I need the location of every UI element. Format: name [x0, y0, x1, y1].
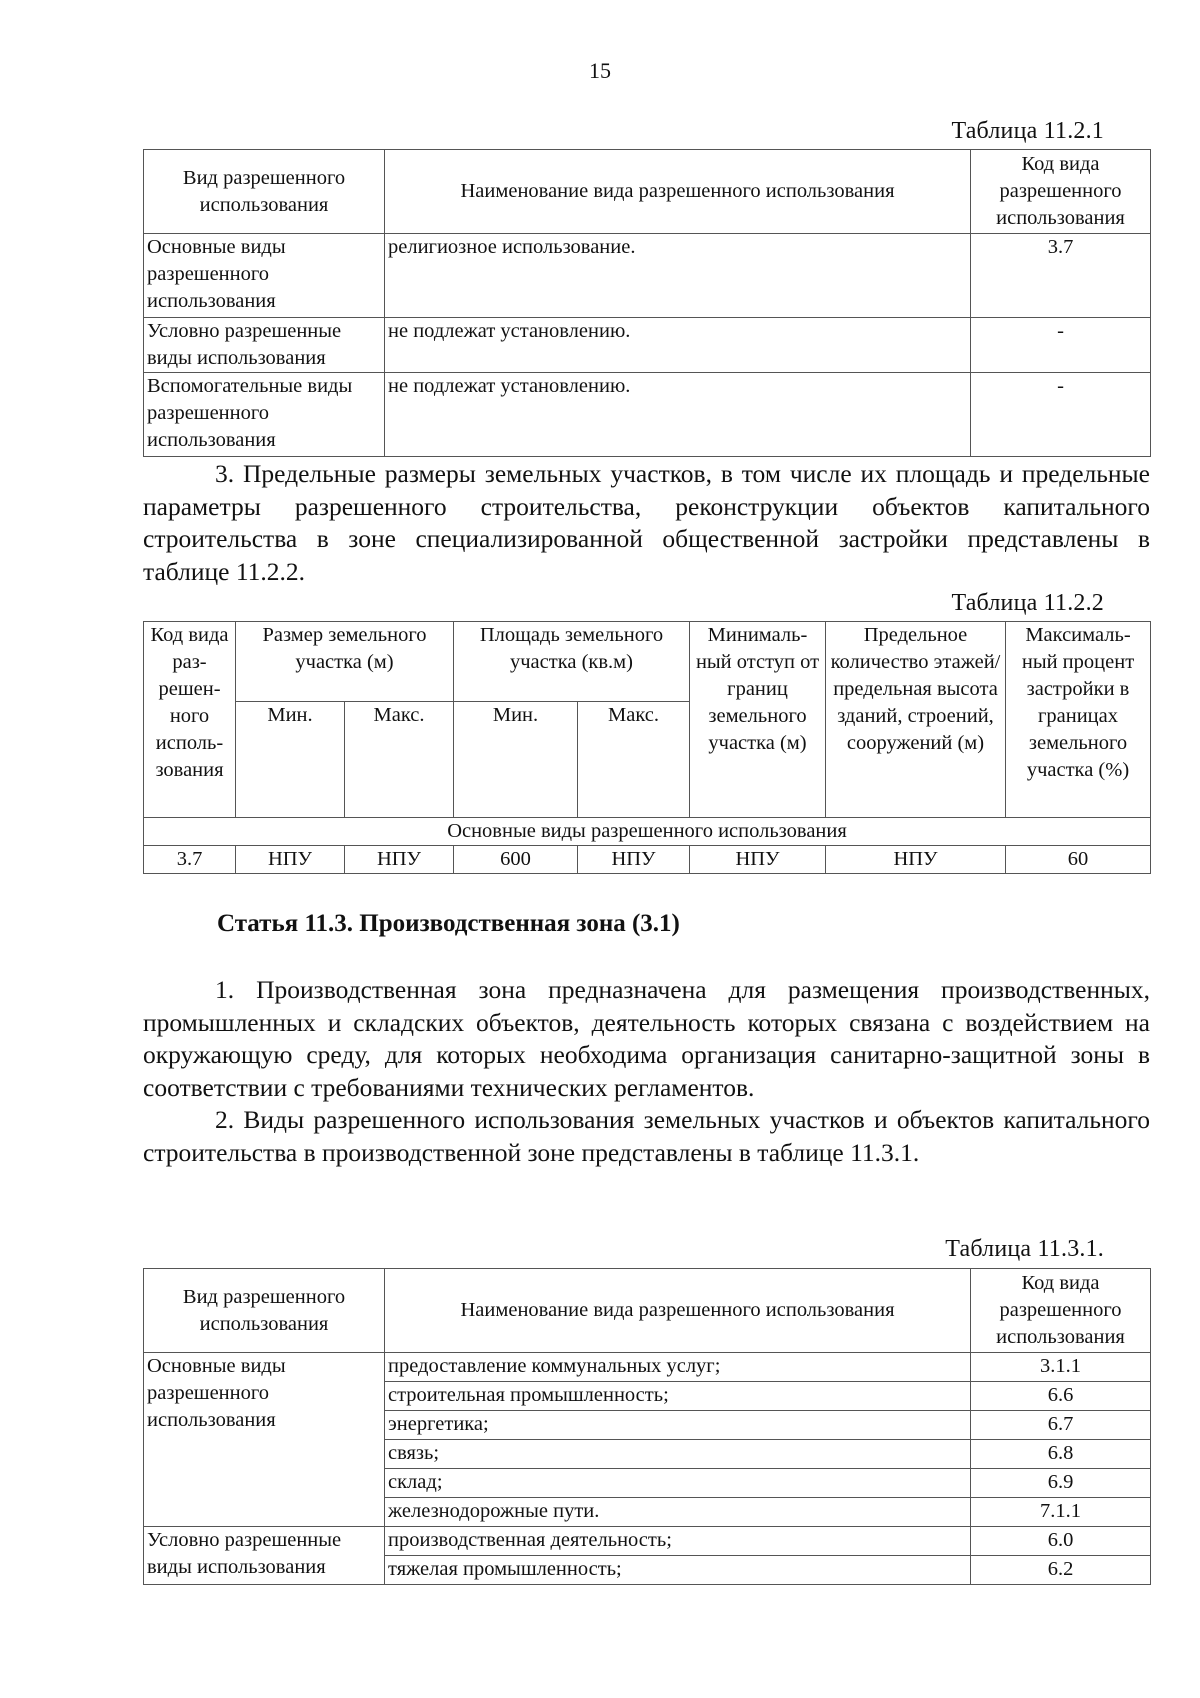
header-cell-code: Код вида раз-решен-ного исполь-зования: [144, 622, 236, 818]
paragraph-text: 1. Производственная зона предназначена для размещения производственных, промышленных и складских объектов, деятельность которых связана с воздействием на окружающую среду, для которых необходима организация санитарно-защитной зоны в соответствии с требованиями технических регламентов.: [143, 975, 1150, 1102]
header-cell-floors: Предельное количество этажей/ предельная высота зданий, строений, сооружений (м): [826, 622, 1006, 818]
table-cell: 3.7: [144, 846, 236, 874]
header-cell-max: Макс.: [345, 702, 454, 818]
table-cell: 60: [1006, 846, 1151, 874]
table-cell: Основные виды разрешенного использования: [144, 234, 385, 318]
header-cell-size: Размер земельного участка (м): [236, 622, 454, 702]
table-cell: склад;: [385, 1469, 971, 1498]
table-cell: НПУ: [578, 846, 690, 874]
table-row: [144, 234, 1151, 318]
header-cell-offset: Минималь-ный отступ от границ земельного участка (м): [690, 622, 826, 818]
table-cell: 6.2: [971, 1556, 1151, 1585]
table-cell: 6.7: [971, 1411, 1151, 1440]
page-number: 15: [589, 58, 611, 83]
table-header-row: [144, 150, 1151, 234]
header-cell-area: Площадь земельного участка (кв.м): [454, 622, 690, 702]
table-cell: НПУ: [826, 846, 1006, 874]
table-row: [144, 1353, 1151, 1382]
table-cell: не подлежат установлению.: [385, 318, 971, 373]
table-cell: 6.9: [971, 1469, 1151, 1498]
table-cell: предоставление коммунальных услуг;: [385, 1353, 971, 1382]
table-11-3-1: [143, 1268, 1151, 1585]
table-cell: -: [971, 373, 1151, 457]
table-cell: не подлежат установлению.: [385, 373, 971, 457]
table-cell: НПУ: [236, 846, 345, 874]
table-cell: строительная промышленность;: [385, 1382, 971, 1411]
table-caption-11-2-1: Таблица 11.2.1: [951, 118, 1104, 144]
header-cell: Вид разрешенного использования: [144, 150, 385, 234]
header-cell: Вид разрешенного использования: [144, 1269, 385, 1353]
header-cell-max: Макс.: [578, 702, 690, 818]
table-cell: Вспомогательные виды разрешенного использования: [144, 373, 385, 457]
table-row: [144, 1527, 1151, 1556]
header-cell: Код вида разрешенного использования: [971, 150, 1151, 234]
header-cell: Наименование вида разрешенного использования: [385, 150, 971, 234]
table-cell: производственная деятельность;: [385, 1527, 971, 1556]
table-cell: железнодорожные пути.: [385, 1498, 971, 1527]
table-header-row: [144, 622, 1151, 702]
table-cell: 6.8: [971, 1440, 1151, 1469]
table-cell: НПУ: [690, 846, 826, 874]
header-cell: Наименование вида разрешенного использования: [385, 1269, 971, 1353]
table-cell: -: [971, 318, 1151, 373]
table-row: [144, 846, 1151, 874]
table-cell: 6.0: [971, 1527, 1151, 1556]
table-cell: 3.1.1: [971, 1353, 1151, 1382]
table-caption-11-2-2: Таблица 11.2.2: [951, 590, 1104, 616]
section-cell: Основные виды разрешенного использования: [144, 818, 1151, 846]
header-cell-min: Мин.: [454, 702, 578, 818]
table-cell: Условно разрешенные виды использования: [144, 318, 385, 373]
table-section-row: [144, 818, 1151, 846]
table-cell: тяжелая промышленность;: [385, 1556, 971, 1585]
table-11-2-1: [143, 149, 1151, 457]
header-cell: Код вида разрешенного использования: [971, 1269, 1151, 1353]
table-header-row: [144, 1269, 1151, 1353]
paragraph-3: [143, 458, 1150, 588]
table-cell: НПУ: [345, 846, 454, 874]
table-caption-11-3-1: Таблица 11.3.1.: [945, 1236, 1104, 1262]
paragraph-text: 2. Виды разрешенного использования земельных участков и объектов капитального строительства в производственной зоне представлены в таблице 11.3.1.: [143, 1105, 1150, 1167]
table-cell: 600: [454, 846, 578, 874]
table-cell: 3.7: [971, 234, 1151, 318]
table-cell: связь;: [385, 1440, 971, 1469]
group-cell: Условно разрешенные виды использования: [144, 1527, 385, 1585]
table-cell: 7.1.1: [971, 1498, 1151, 1527]
table-cell: религиозное использование.: [385, 234, 971, 318]
table-11-2-2: [143, 621, 1151, 874]
table-cell: 6.6: [971, 1382, 1151, 1411]
header-cell-percent: Максималь-ный процент застройки в границах земельного участка (%): [1006, 622, 1151, 818]
table-cell: энергетика;: [385, 1411, 971, 1440]
article-paragraphs: [143, 974, 1150, 1169]
group-cell: Основные виды разрешенного использования: [144, 1353, 385, 1527]
header-cell-min: Мин.: [236, 702, 345, 818]
table-row: [144, 373, 1151, 457]
article-heading: Статья 11.3. Производственная зона (3.1): [217, 910, 680, 937]
paragraph-text: 3. Предельные размеры земельных участков, в том числе их площадь и предельные параметры разрешенного строительства, реконструкции объектов капитального строительства в зоне специализированной общественной застройки представлены в таблице 11.2.2.: [143, 459, 1150, 586]
table-row: [144, 318, 1151, 373]
